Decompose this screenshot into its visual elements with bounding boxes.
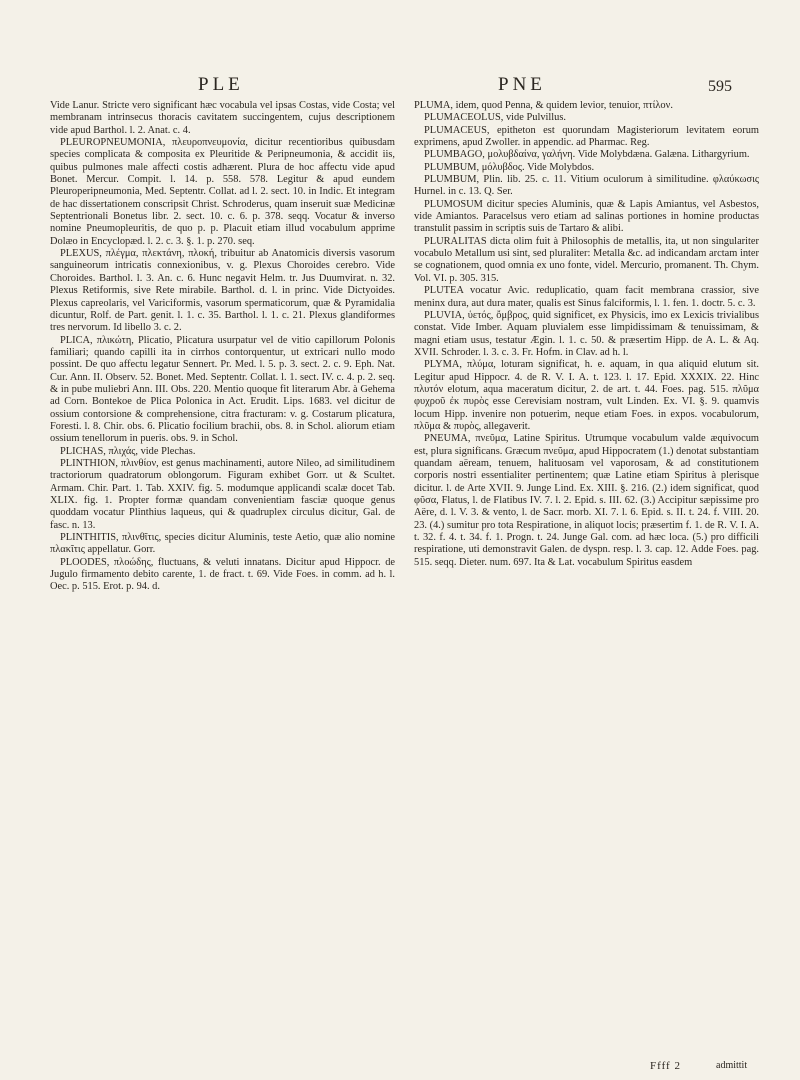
entry-pleuropneumonia: PLEUROPNEUMONIA, πλευροπνευμονία, dicitur recentioribus quibusdam species complicata & composita ex Pleuritide & Peripneumonia, & accidit iis, quibus pulmones male affecti costis adhærent. Plura de hoc affectu vide apud Bonet. Mercur. Compit. l. 14. p. 558. 578. Legitur & apud eundem Pleuroperipneumonia, Med. Septentr. Collat. ad l. 2. sect. 10. in Indic. Et integram de hac dissertationem conscripsit Christ. Schroderus, quam inseruit suæ Medicinæ Septentrionali Bonetus libr. 2. sect. 10. c. 6. p. 378. seqq. Vocatur & inverso nomine Pneumopleuritis, de quo p. p. Placuit etiam illud vocabulum apprime Dolæo in Encyclopæd. l. 2. c. 3. §. 1. p. 270. seq. <box>50 137 395 247</box>
entry-pluvia: PLUVIA, ὑετός, ὄμβρος, quid significet, ex Physicis, imo ex Lexicis trivialibus constat. Vide Imber. Aquam pluvialem esse limpidissimam & tenuissimam, & magni etiam usus, testatur Ægin. l. 1. c. 50. & præsertim Hipp. de A. L. & Aq. XVII. Schroder. l. 3. c. 3. Fr. Hofm. in Clav. ad h. l. <box>414 309 759 358</box>
entry-plumbum-plin: PLUMBUM, Plin. lib. 25. c. 11. Vitium oculorum à similitudine. φλαύκωσις Hurnel. in c. 13. Q. Ser. <box>414 174 759 198</box>
entry-plumosum: PLUMOSUM dicitur species Aluminis, quæ & Lapis Amiantus, vel Asbestos, vide Amiantos. Paracelsus vero etiam ad salinas portiones in homine productas transtulit passim in scriptis suis de Tartaro & alibi. <box>414 198 759 235</box>
entry-pluralitas: PLURALITAS dicta olim fuit à Philosophis de metallis, ita, ut non singulariter vocabulo Metallum usi sint, sed pluraliter: Metalla &c. ad indicandam arctam inter se cognationem, quod omnia ex uno fonte, videl. Mercurio, promanent. Th. Chym. Vol. VI. p. 305. 315. <box>414 235 759 284</box>
entry-plichas: PLICHAS, πλιχάς, vide Plechas. <box>60 445 196 457</box>
entry-pneuma: PNEUMA, πνεῦμα, Latine Spiritus. Utrumque vocabulum valde æquivocum est, plura significans. Græcum πνεῦμα, apud Hippocratem (1.) denotat substantiam quandam aëream, tenuem, halituosam vel vaporosam, & ad constitutionem corporis nostri essentialiter pertinentem; quæ Latine etiam Spiritus à plerisque dicitur. l. de Arte XVII. 9. Junge Lind. Ex. XIII. §. 216. (2.) idem significat, quod φῦσα, Flatus, l. de Flatibus IV. 7. l. 2. Epid. s. III. 62. (3.) Accipitur sæpissime pro Aëre, d. l. V. 3. & vento, l. de Sacr. morb. XI. 7. l. 6. Epid. s. II. t. 24. f. VIII. 20. 23. (4.) sumitur pro tota Respiratione, in aliquot locis; præsertim f. 1. de R. V. I. A. t. 32. f. 4. t. 34. f. 1. Progn. t. 24. Junge Gal. com. ad hæc loca. (5.) pro difficili respiratione, uti demonstravit Galen. de dyspn. resp. l. 3. cap. 12. Adde Foes. pag. 515. seqq. Dieter. num. 697. Ita & Lat. vocabulum Spiritus easdem <box>414 433 759 568</box>
entry-plinthitis: PLINTHITIS, πλινθῖτις, species dicitur Aluminis, teste Aetio, quæ alio nomine πλακῖτις appellatur. Gorr. <box>50 532 395 556</box>
entry-plumbum: PLUMBUM, μόλυβδος. Vide Molybdos. <box>424 161 595 173</box>
entry-plumaceus: PLUMACEUS, epitheton est quorundam Magisteriorum levitatem eorum exprimens, apud Zwoller. in appendic. ad Pharmac. Reg. <box>414 124 759 149</box>
entry-plinthion: PLINTHION, πλινθίον, est genus machinamenti, autore Nileo, ad similitudinem tractoriorum quadratorum oblongorum. Figuram exhibet Gorr. ut & Scultet. Armam. Chir. Part. 1. Tab. XXIV. fig. 5. modumque applicandi scalæ docet Tab. XLIX. fig. 1. Propter formæ quandam convenientiam fasciæ quoque genus quoddam vocatur Plinthius laqueus, qui & quadruplex circulus dicitur, Gal. de fasc. n. 13. <box>50 457 395 531</box>
entry-ploodes: PLOODES, πλοώδης, fluctuans, & veluti innatans. Dicitur apud Hippocr. de Jugulo firmamento debito carente, 1. de fract. t. 69. Vide Foes. in comm. ad h. l. Oec. p. 515. Erot. p. 94. d. <box>50 556 395 593</box>
entry-pluma: PLUMA, idem, quod Penna, & quidem levior, tenuior, πτίλον. <box>414 100 673 111</box>
entry-plyma: PLYMA, πλύμα, loturam significat, h. e. aquam, in qua aliquid elutum sit. Legitur apud Hippocr. 4. de R. V. I. A. t. 123. l. 17. Epid. XXXIX. 22. Hinc πλυτόν elotum, aqua maceratum dicitur, 2. de art. t. 44. Foes. pag. 515. πλῦμα φυχροῦ ἐκ πυρὸς esse Cerevisiam nostram, vult Linden. Ex. VI. §. 9. quamvis locum Hipp. invenire non potuerim, neque etiam Foes. in expos. vocabulorum, πλῦμα & πυρὸς, allegaverit. <box>414 359 759 432</box>
right-running-title: PNE <box>498 74 546 95</box>
signature-mark: Ffff 2 <box>650 1060 681 1072</box>
left-running-title: PLE <box>198 74 244 95</box>
right-column <box>414 100 759 1060</box>
page-number: 595 <box>708 78 732 95</box>
entry-paragraph: Vide Lanur. Stricte vero significant hæc vocabula vel ipsas Costas, vide Costa; vel membranam intrinsecus thoracis cavitatem succingentem, cujus descriptionem vide apud Barthol. l. 2. Anat. c. 4. <box>50 100 395 136</box>
entry-plica: PLICA, πλικώτη, Plicatio, Plicatura usurpatur vel de vitio capillorum Polonis familiari; quando capilli ita in cirrhos contorquentur, ut extricari nullo modo possint. De quo affectu legatur Sennert. Pr. Med. l. 5. p. 3. sect. 2. c. 9. Eph. Nat. Cur. Ann. II. Observ. 52. Bonet. Med. Septentr. Collat. l. 1. sect. IV. c. 4. p. 2. seq. & in pube muliebri Ann. III. Obs. 220. Mentio quoque fit literarum Abr. à Gehema ad Corn. Bontekoe de Plica Polonica in Act. Erudit. Lips. 1683. vel dicitur de ossium contorsione & comprehensione, citra fracturam: v. g. Costarum plicatura, Foresti. l. 8. Chir. obs. 6. Plicatio focilium brachii, obs. 8. in Schol. aliorum etiam ossium tenellorum in pueris. obs. 9. in Schol. <box>50 334 395 445</box>
running-header <box>0 74 800 98</box>
entry-plexus: PLEXUS, πλέγμα, πλεκτάνη, πλοκή, tribuitur ab Anatomicis diversis vasorum sanguineorum intricatis connexionibus, v. g. Plexus Choroides cerebro. Vide Choroides. Barthol. l. 3. An. c. 6. Hunc negavit Helm. tr. Jus Duumvirat. n. 32. Plexus Retiformis, sive Rete mirabile. Barthol. d. l. in princ. Vide Dictyoides. Plexus capreolaris, vel Variciformis, vasorum spermaticorum, quæ & Pyramidalia dicuntur, Rolf. de Part. genit. l. 1. c. 35. Barthol. l. 1. c. 21. Plexus glandiformes tres nervorum. Id libello 3. c. 2. <box>50 248 395 334</box>
entry-plutea: PLUTEA vocatur Avic. reduplicatio, quam facit membrana crassior, sive meninx dura, aut dura mater, qualis est Sinus falciformis, l. 1. fen. 1. doctr. 5. c. 3. <box>414 285 759 309</box>
catchword: admittit <box>716 1060 748 1071</box>
entry-plumaceolus: PLUMACEOLUS, vide Pulvillus. <box>424 112 567 124</box>
left-column <box>50 100 395 1060</box>
entry-plumbago: PLUMBAGO, μολυβδαίνα, γαλήνη. Vide Molybdæna. Galæna. Lithargyrium. <box>424 149 750 161</box>
